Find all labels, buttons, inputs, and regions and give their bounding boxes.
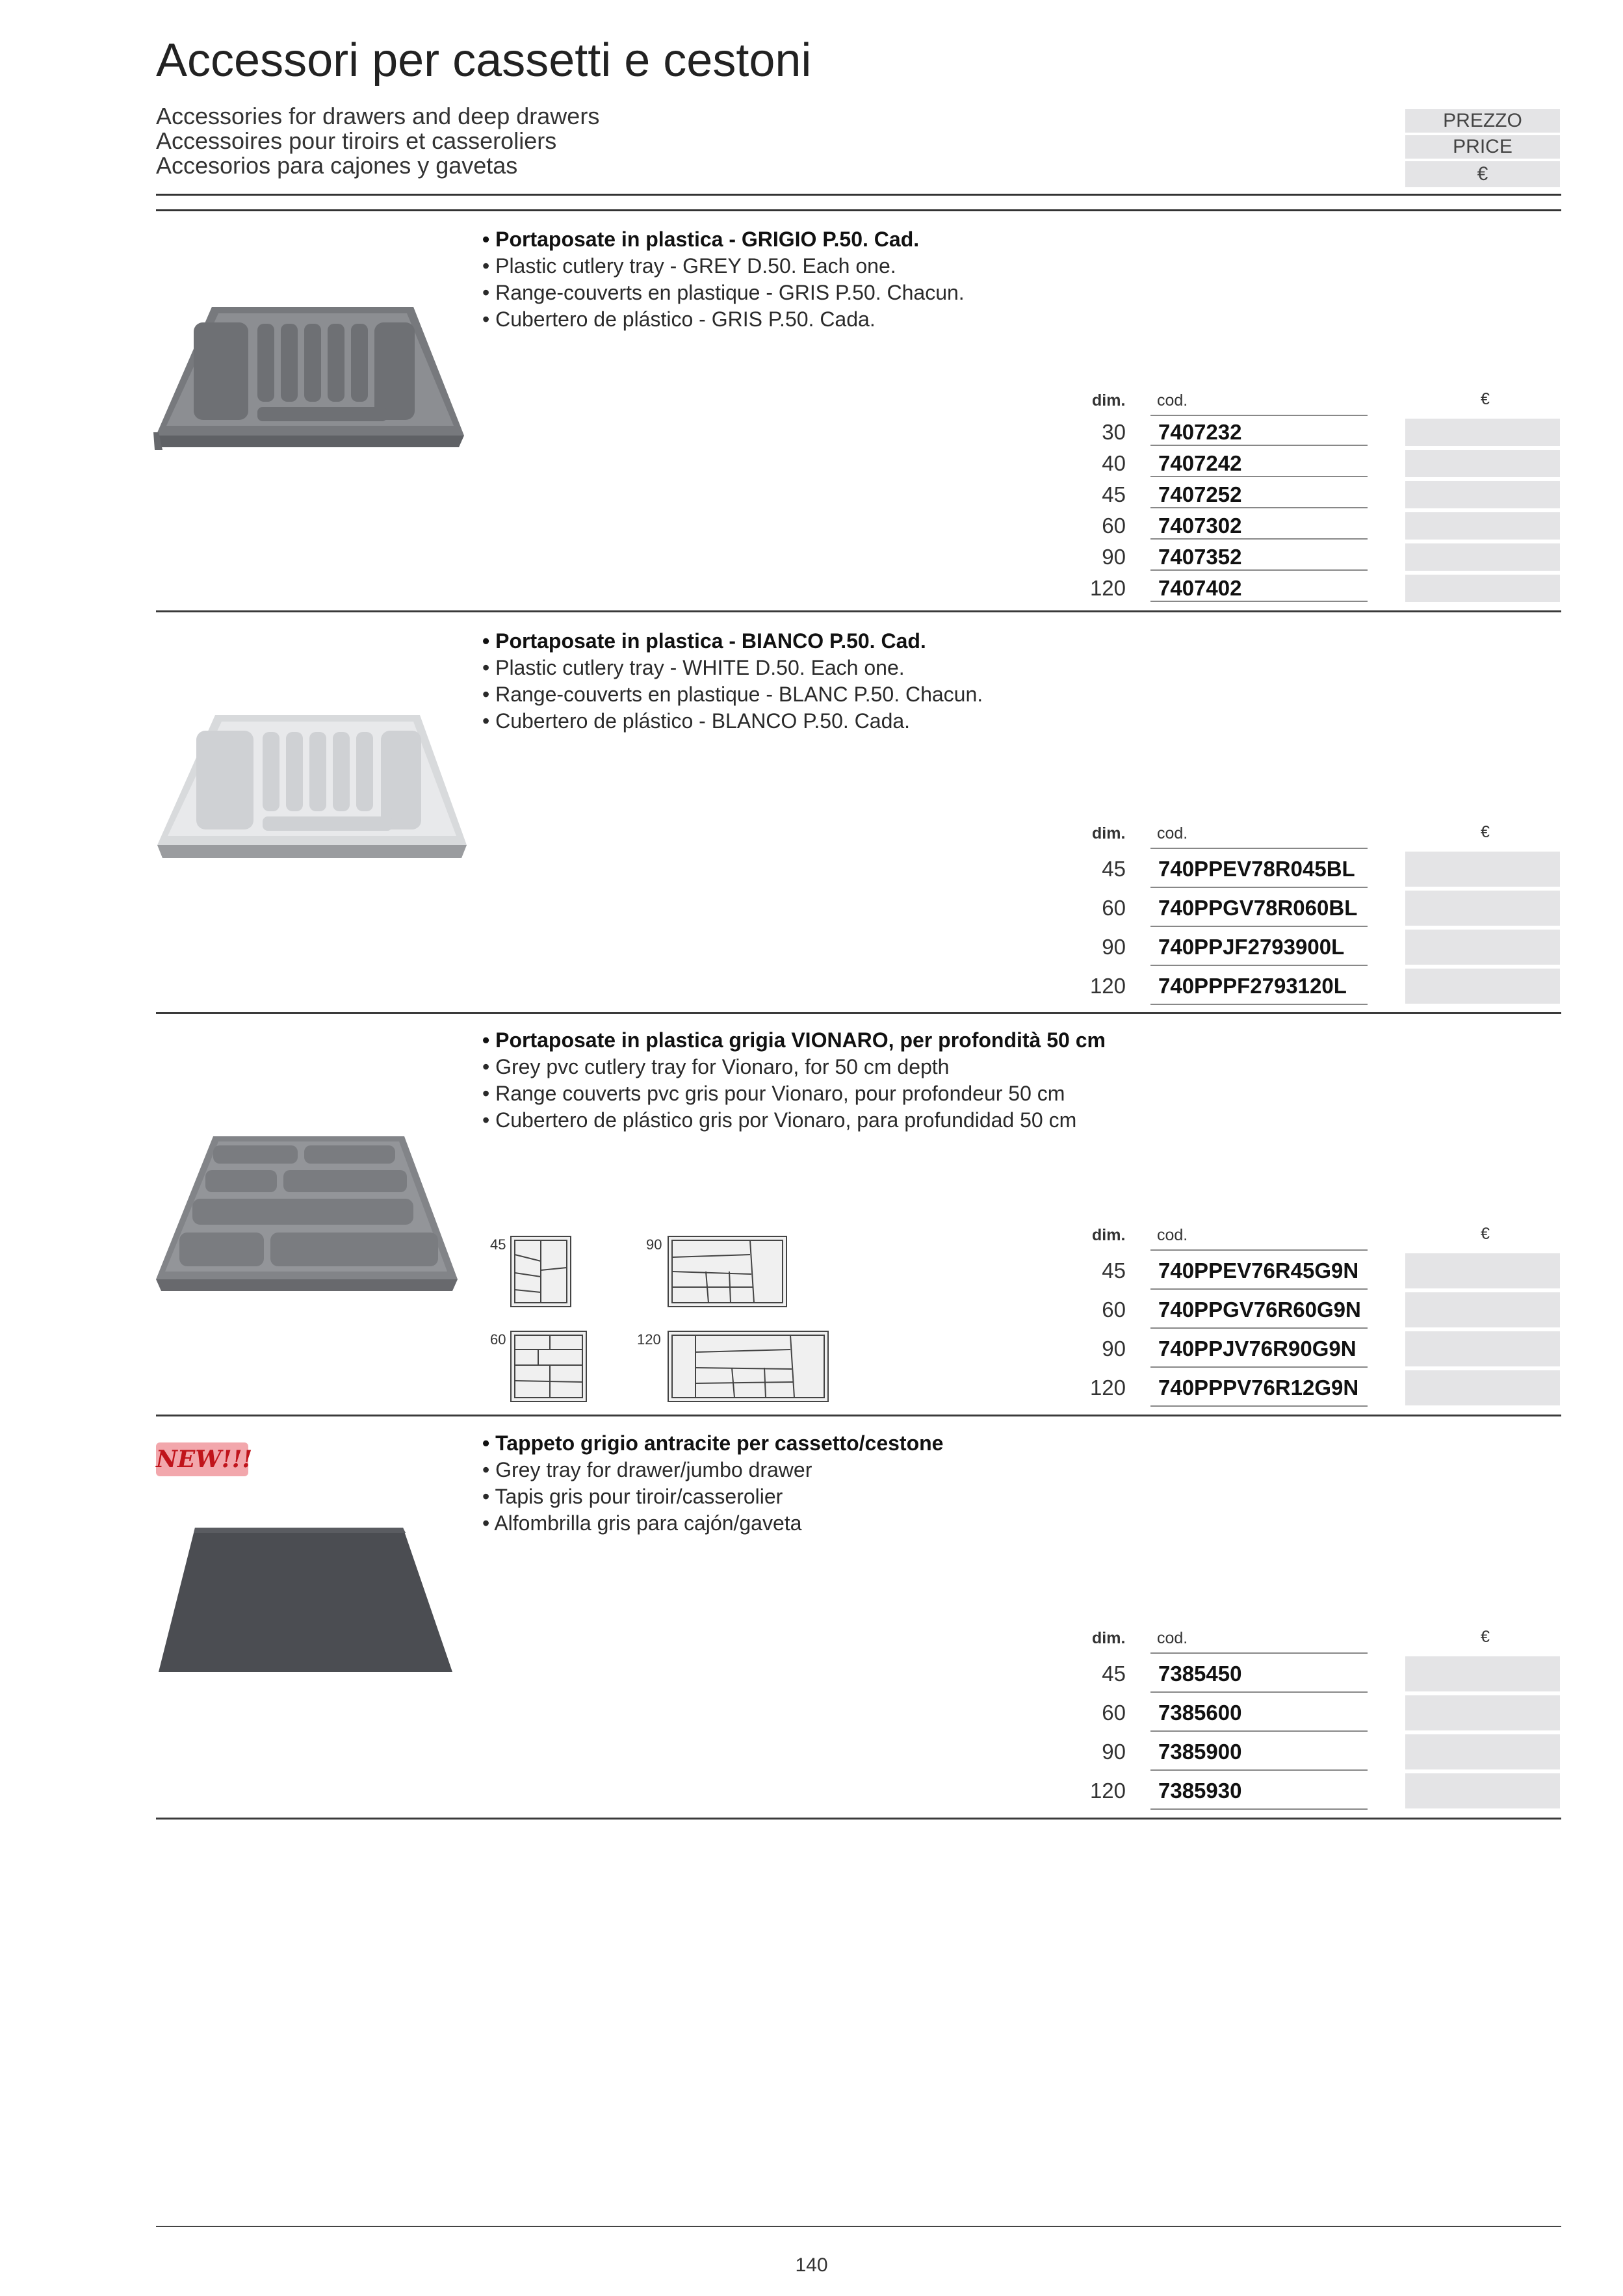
- section-3-dim-header: dim.: [1092, 1226, 1126, 1244]
- s4-row-dim: 45: [1102, 1662, 1126, 1686]
- section-2-divider: [156, 1012, 1561, 1014]
- section-1-line-es: • Cubertero de plástico - GRIS P.50. Cada.: [482, 307, 876, 331]
- section-3-line-es: • Cubertero de plástico gris por Vionaro, para profundidad 50 cm: [482, 1108, 1077, 1132]
- price-header-box: [1405, 109, 1560, 190]
- s3-row-underline: [1150, 1405, 1368, 1407]
- schematic-60: [510, 1330, 588, 1403]
- header-rule-bottom: [156, 209, 1561, 211]
- section-1-cod-header: cod.: [1157, 391, 1188, 410]
- section-2-title: • Portaposate in plastica - BIANCO P.50. Cad.: [482, 629, 926, 653]
- white-cutlery-tray-image: [153, 707, 468, 902]
- schematic-45: [510, 1235, 572, 1308]
- section-3-cod-header: cod.: [1157, 1226, 1188, 1244]
- s4-row-code: 7385900: [1158, 1740, 1242, 1764]
- s3-row-dim: 90: [1102, 1337, 1126, 1361]
- s2-row-dim: 90: [1102, 935, 1126, 959]
- schematic-120: [667, 1330, 829, 1403]
- s2-row-dim: 45: [1102, 857, 1126, 881]
- s2-row-code: 740PPPF2793120L: [1158, 974, 1347, 998]
- s1-price-cell: [1405, 575, 1560, 602]
- s1-row-code: 7407252: [1158, 482, 1242, 506]
- section-4-divider: [156, 1818, 1561, 1820]
- s3-price-cell: [1405, 1370, 1560, 1405]
- s3-row-underline: [1150, 1288, 1368, 1290]
- s2-row-code: 740PPGV78R060BL: [1158, 896, 1358, 920]
- s3-row-code: 740PPPV76R12G9N: [1158, 1376, 1359, 1400]
- s3-price-cell: [1405, 1331, 1560, 1366]
- schematic-label-90: 90: [646, 1236, 662, 1253]
- section-3-currency-header: €: [1481, 1225, 1490, 1243]
- s2-price-cell: [1405, 852, 1560, 887]
- s1-row-underline: [1150, 445, 1368, 446]
- s1-row-code: 7407352: [1158, 545, 1242, 569]
- section-1-divider: [156, 610, 1561, 612]
- s2-row-underline: [1150, 965, 1368, 966]
- section-2-dim-header: dim.: [1092, 824, 1126, 842]
- s4-row-dim: 90: [1102, 1740, 1126, 1764]
- s3-row-underline: [1150, 1327, 1368, 1329]
- s1-row-dim: 30: [1102, 420, 1126, 444]
- section-4-description: [482, 1430, 943, 1537]
- s1-row-dim: 120: [1089, 576, 1126, 600]
- s3-row-code: 740PPGV76R60G9N: [1158, 1298, 1361, 1322]
- page-subtitles: [156, 104, 599, 178]
- section-1-description: [482, 226, 965, 333]
- price-label-it: PREZZO: [1405, 109, 1560, 133]
- section-1-header-underline: [1150, 415, 1368, 416]
- s3-row-code: 740PPJV76R90G9N: [1158, 1337, 1357, 1361]
- subtitle-fr: Accessoires pour tiroirs et casseroliers: [156, 127, 557, 154]
- s2-row-code: 740PPEV78R045BL: [1158, 857, 1355, 881]
- price-currency: €: [1405, 161, 1560, 187]
- s4-row-code: 7385930: [1158, 1779, 1242, 1803]
- s3-row-dim: 60: [1102, 1298, 1126, 1322]
- s4-row-code: 7385450: [1158, 1662, 1242, 1686]
- s1-row-dim: 40: [1102, 451, 1126, 475]
- section-3-header-underline: [1150, 1249, 1368, 1251]
- s3-price-cell: [1405, 1253, 1560, 1288]
- s1-row-underline: [1150, 601, 1368, 602]
- section-2-description: [482, 628, 983, 735]
- s1-row-code: 7407302: [1158, 514, 1242, 538]
- section-1-currency-header: €: [1481, 390, 1490, 408]
- s4-row-underline: [1150, 1691, 1368, 1693]
- s1-row-dim: 90: [1102, 545, 1126, 569]
- anthracite-mat-image: [156, 1521, 455, 1684]
- s2-row-dim: 60: [1102, 896, 1126, 920]
- schematic-label-45: 45: [490, 1236, 506, 1253]
- s1-price-cell: [1405, 419, 1560, 446]
- s1-row-underline: [1150, 476, 1368, 477]
- s2-row-underline: [1150, 926, 1368, 927]
- section-4-cod-header: cod.: [1157, 1629, 1188, 1647]
- s1-row-underline: [1150, 538, 1368, 540]
- s3-row-dim: 120: [1089, 1376, 1126, 1400]
- s3-row-dim: 45: [1102, 1259, 1126, 1283]
- s4-price-cell: [1405, 1773, 1560, 1808]
- section-4-currency-header: €: [1481, 1628, 1490, 1646]
- section-4-line-fr: • Tapis gris pour tiroir/casserolier: [482, 1485, 783, 1508]
- subtitle-en: Accessories for drawers and deep drawers: [156, 103, 600, 129]
- s1-row-underline: [1150, 507, 1368, 508]
- section-1-line-en: • Plastic cutlery tray - GREY D.50. Each one.: [482, 254, 896, 278]
- section-3-description: [482, 1027, 1106, 1134]
- header-rule-top: [156, 194, 1561, 196]
- section-4-dim-header: dim.: [1092, 1629, 1126, 1647]
- section-4-line-en: • Grey tray for drawer/jumbo drawer: [482, 1458, 812, 1481]
- section-4-header-underline: [1150, 1652, 1368, 1654]
- section-2-cod-header: cod.: [1157, 824, 1188, 842]
- section-2-line-es: • Cubertero de plástico - BLANCO P.50. Cada.: [482, 709, 911, 733]
- s2-price-cell: [1405, 891, 1560, 926]
- s4-row-dim: 120: [1089, 1779, 1126, 1803]
- s4-row-underline: [1150, 1769, 1368, 1771]
- s3-row-code: 740PPEV76R45G9N: [1158, 1259, 1359, 1283]
- section-2-line-fr: • Range-couverts en plastique - BLANC P.50. Chacun.: [482, 683, 983, 706]
- vionaro-tray-image: [153, 1131, 459, 1294]
- s1-row-code: 7407402: [1158, 576, 1242, 600]
- section-1-line-fr: • Range-couverts en plastique - GRIS P.50. Chacun.: [482, 281, 965, 304]
- s1-row-underline: [1150, 569, 1368, 571]
- s3-price-cell: [1405, 1292, 1560, 1327]
- s2-row-underline: [1150, 887, 1368, 888]
- s1-row-dim: 60: [1102, 514, 1126, 538]
- page-title: Accessori per cassetti e cestoni: [156, 34, 812, 86]
- schematic-label-120: 120: [637, 1331, 661, 1348]
- s1-price-cell: [1405, 512, 1560, 540]
- section-4-title: • Tappeto grigio antracite per cassetto/cestone: [482, 1431, 944, 1455]
- section-3-line-en: • Grey pvc cutlery tray for Vionaro, for 50 cm depth: [482, 1055, 950, 1078]
- s1-price-cell: [1405, 481, 1560, 508]
- section-4-line-es: • Alfombrilla gris para cajón/gaveta: [482, 1511, 802, 1535]
- section-1-title: • Portaposate in plastica - GRIGIO P.50. Cad.: [482, 228, 920, 251]
- subtitle-es: Accesorios para cajones y gavetas: [156, 152, 518, 179]
- s3-row-underline: [1150, 1366, 1368, 1368]
- grey-cutlery-tray-image: [153, 299, 465, 494]
- new-badge: NEW!!!: [156, 1442, 248, 1476]
- s2-price-cell: [1405, 930, 1560, 965]
- section-1-dim-header: dim.: [1092, 391, 1126, 410]
- s2-row-underline: [1150, 1004, 1368, 1005]
- s4-row-code: 7385600: [1158, 1701, 1242, 1725]
- schematic-90: [667, 1235, 788, 1308]
- footer-rule: [156, 2226, 1561, 2227]
- s2-row-dim: 120: [1089, 974, 1126, 998]
- s4-row-dim: 60: [1102, 1701, 1126, 1725]
- s4-price-cell: [1405, 1656, 1560, 1691]
- s1-row-dim: 45: [1102, 482, 1126, 506]
- page-number: 140: [795, 2254, 828, 2276]
- price-label-en: PRICE: [1405, 135, 1560, 159]
- section-3-divider: [156, 1415, 1561, 1416]
- section-2-line-en: • Plastic cutlery tray - WHITE D.50. Each one.: [482, 656, 905, 679]
- s2-row-code: 740PPJF2793900L: [1158, 935, 1345, 959]
- s1-row-code: 7407242: [1158, 451, 1242, 475]
- s1-row-code: 7407232: [1158, 420, 1242, 444]
- section-3-line-fr: • Range couverts pvc gris pour Vionaro, pour profondeur 50 cm: [482, 1082, 1065, 1105]
- s2-price-cell: [1405, 969, 1560, 1004]
- schematic-label-60: 60: [490, 1331, 506, 1348]
- s4-row-underline: [1150, 1730, 1368, 1732]
- section-2-currency-header: €: [1481, 823, 1490, 841]
- s4-row-underline: [1150, 1808, 1368, 1810]
- s1-price-cell: [1405, 450, 1560, 477]
- section-2-header-underline: [1150, 848, 1368, 849]
- s4-price-cell: [1405, 1695, 1560, 1730]
- section-3-title: • Portaposate in plastica grigia VIONARO, per profondità 50 cm: [482, 1028, 1106, 1052]
- s1-price-cell: [1405, 543, 1560, 571]
- s4-price-cell: [1405, 1734, 1560, 1769]
